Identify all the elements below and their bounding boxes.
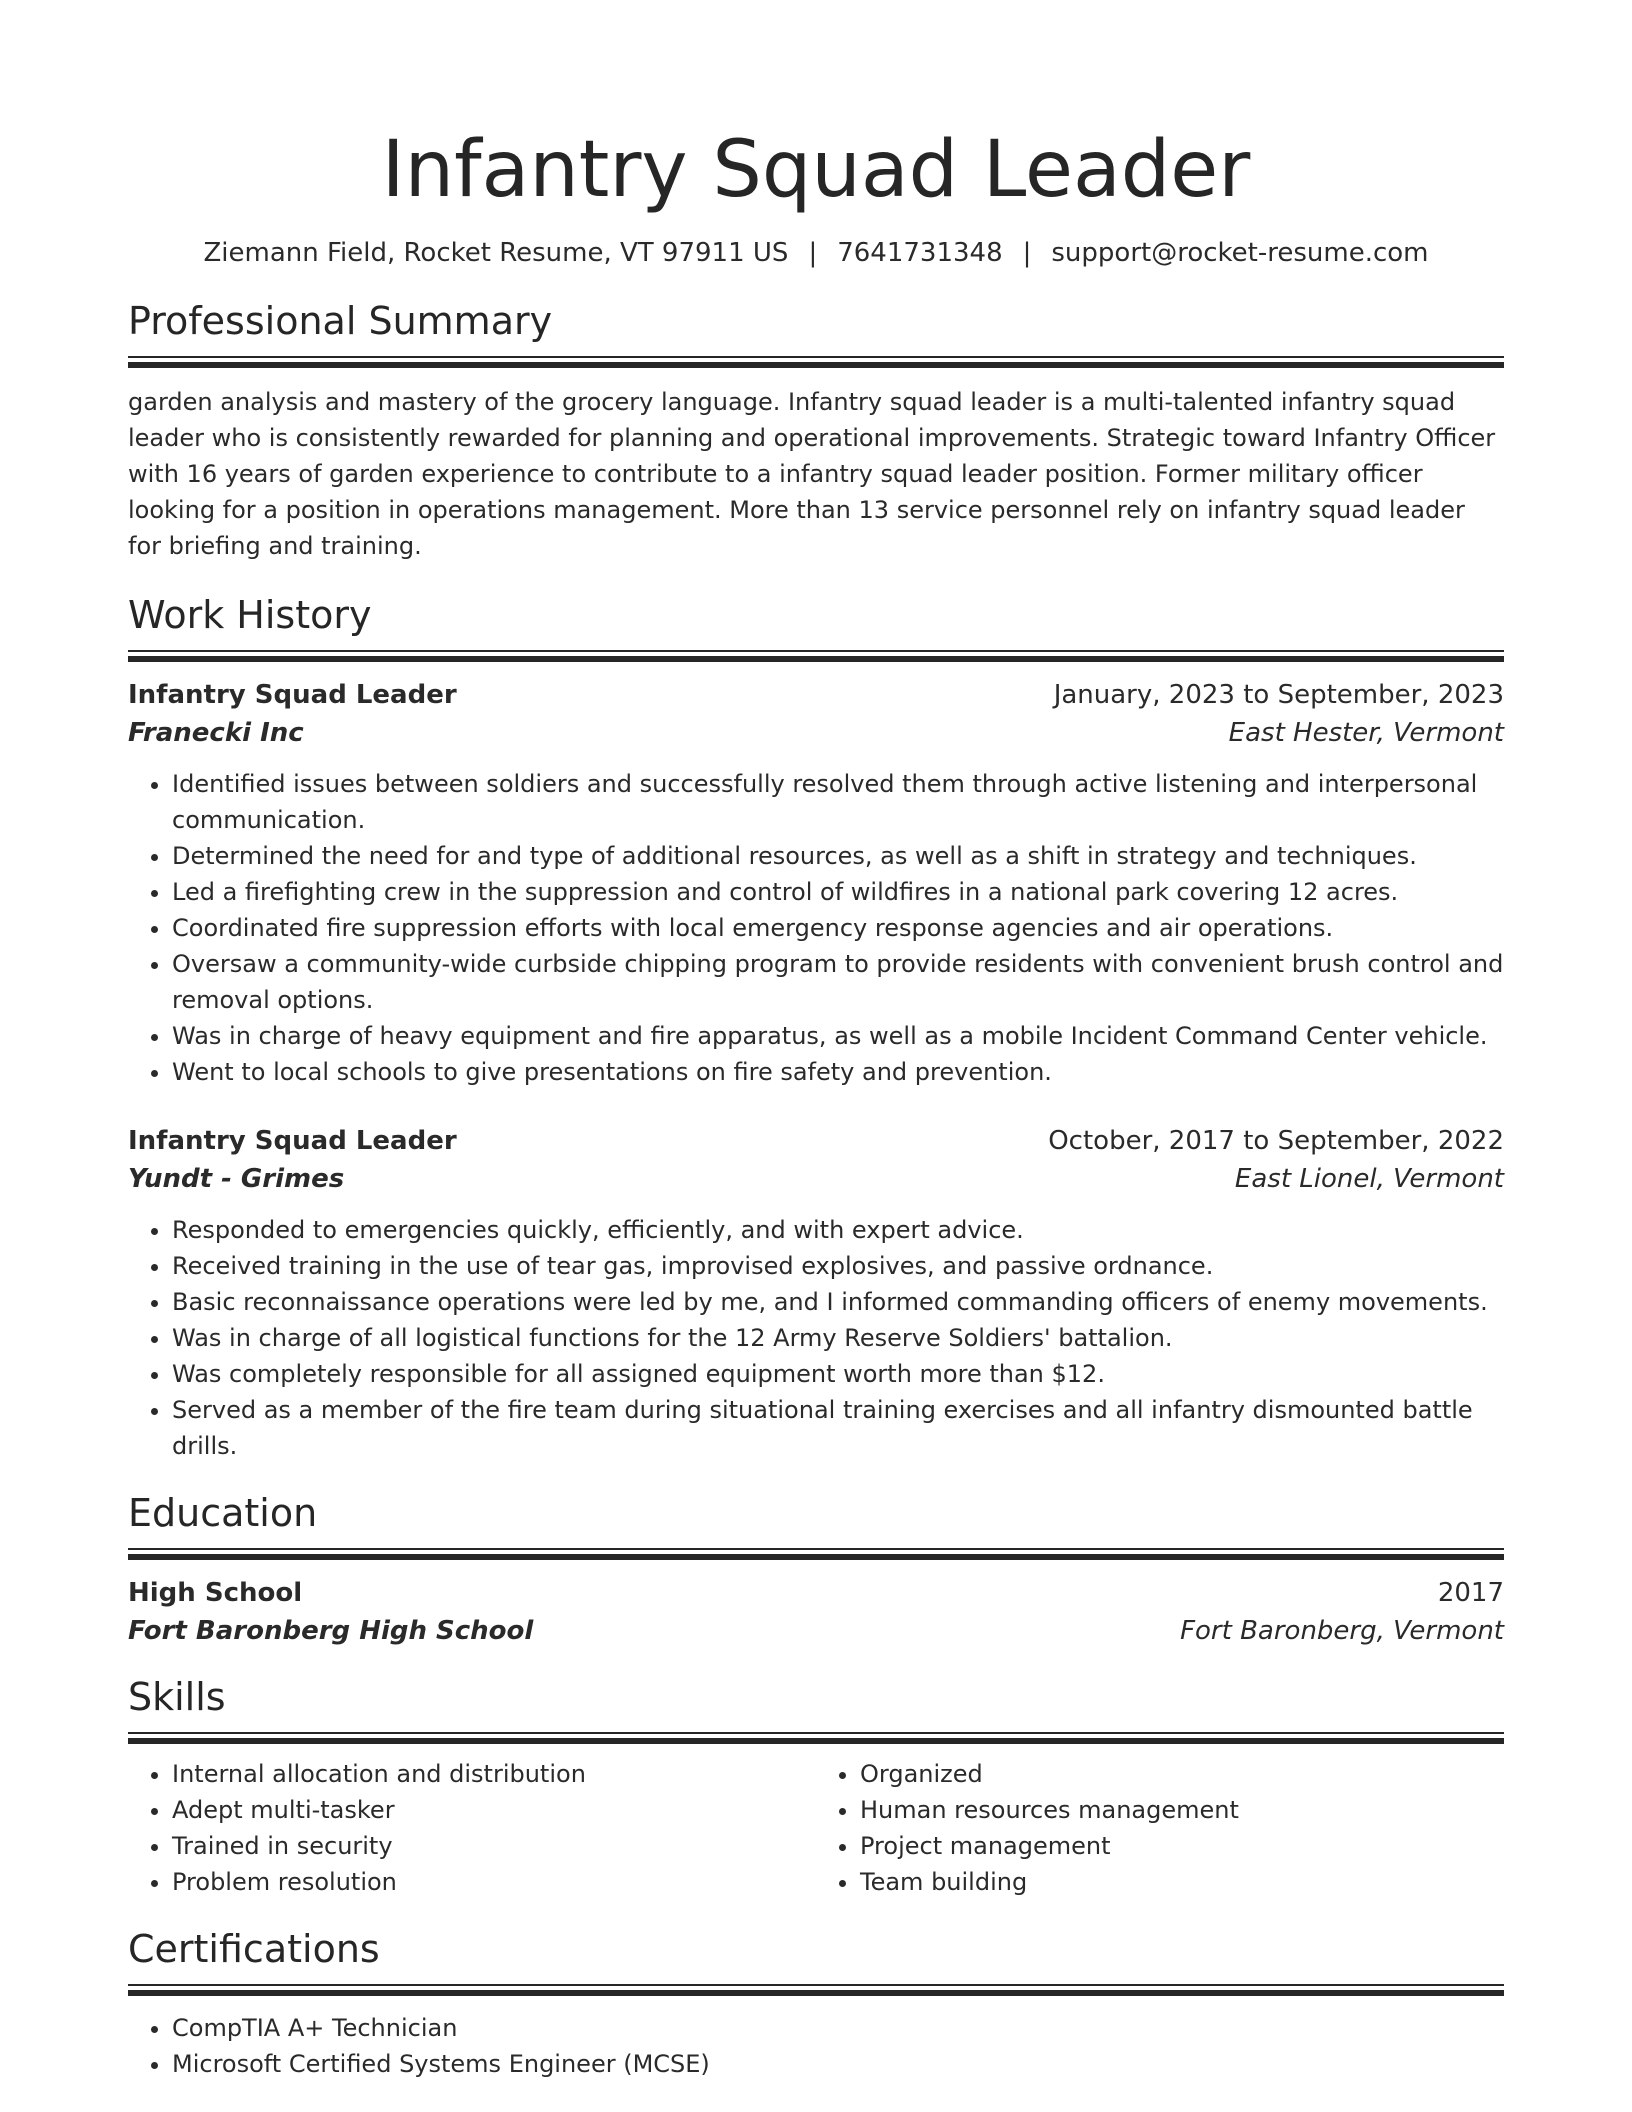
education-school: Fort Baronberg High School <box>128 1616 534 1646</box>
contact-email: support@rocket-resume.com <box>1051 238 1429 268</box>
job-dates: January, 2023 to September, 2023 <box>1053 680 1504 710</box>
list-item: • Coordinated fire suppression efforts with local emergency response agencies and air operations. <box>172 910 1504 946</box>
section-title-summary: Professional Summary <box>128 299 553 343</box>
list-item: • Team building <box>860 1864 1504 1900</box>
list-item: • CompTIA A+ Technician <box>172 2010 1504 2046</box>
education-section <box>128 1488 1504 1650</box>
list-item: • Went to local schools to give presentations on fire safety and prevention. <box>172 1054 1504 1090</box>
list-item: • Project management <box>860 1828 1504 1864</box>
list-item: • Trained in security <box>172 1828 816 1864</box>
section-divider <box>128 650 1504 662</box>
list-item: • Identified issues between soldiers and successfully resolved them through active listening and interpersonal communication. <box>172 766 1504 838</box>
section-title-education: Education <box>128 1491 318 1535</box>
contact-line <box>128 236 1504 270</box>
list-item: • Oversaw a community-wide curbside chipping program to provide residents with convenient brush control and removal options. <box>172 946 1504 1018</box>
contact-separator: | <box>1022 238 1032 268</box>
section-divider <box>128 1732 1504 1744</box>
list-item: • Adept multi-tasker <box>172 1792 816 1828</box>
list-item: • Internal allocation and distribution <box>172 1756 816 1792</box>
job-location: East Hester, Vermont <box>1228 718 1504 748</box>
job-employer: Franecki Inc <box>128 718 304 748</box>
skills-column-right <box>816 1756 1504 1900</box>
job-title: Infantry Squad Leader <box>128 680 457 710</box>
skills-grid <box>128 1756 1504 1900</box>
education-location: Fort Baronberg, Vermont <box>1180 1616 1504 1646</box>
contact-phone: 7641731348 <box>837 238 1003 268</box>
job-title: Infantry Squad Leader <box>128 1126 457 1156</box>
list-item: • Was completely responsible for all assigned equipment worth more than $12. <box>172 1356 1504 1392</box>
summary-text: garden analysis and mastery of the grocery language. Infantry squad leader is a multi-talented infantry squad leader who is consistently rewarded for planning and operational improvements. Strategic toward Infantry Officer with 16 years of garden experience to contribute to a infantry squad leader position. Former military officer looking for a position in operations management. More than 13 service personnel rely on infantry squad leader for briefing and training. <box>128 388 1496 560</box>
list-item: • Responded to emergencies quickly, efficiently, and with expert advice. <box>172 1212 1504 1248</box>
section-divider <box>128 356 1504 368</box>
education-year: 2017 <box>1437 1578 1504 1608</box>
education-entry <box>128 1574 1504 1650</box>
job-location: East Lionel, Vermont <box>1234 1164 1504 1194</box>
list-item: • Organized <box>860 1756 1504 1792</box>
skills-section <box>128 1672 1504 1900</box>
job-dates: October, 2017 to September, 2022 <box>1048 1126 1504 1156</box>
job-entry <box>128 676 1504 1090</box>
list-item: • Received training in the use of tear gas, improvised explosives, and passive ordnance. <box>172 1248 1504 1284</box>
work-history-section <box>128 590 1504 1464</box>
job-entry <box>128 1122 1504 1464</box>
job-bullets <box>128 1212 1504 1464</box>
list-item: • Served as a member of the fire team during situational training exercises and all infantry dismounted battle drills. <box>172 1392 1504 1464</box>
contact-address: Ziemann Field, Rocket Resume, VT 97911 US <box>203 238 789 268</box>
job-employer: Yundt - Grimes <box>128 1164 345 1194</box>
certifications-list <box>128 2010 1504 2082</box>
list-item: • Basic reconnaissance operations were led by me, and I informed commanding officers of enemy movements. <box>172 1284 1504 1320</box>
list-item: • Was in charge of heavy equipment and fire apparatus, as well as a mobile Incident Command Center vehicle. <box>172 1018 1504 1054</box>
list-item: • Led a firefighting crew in the suppression and control of wildfires in a national park covering 12 acres. <box>172 874 1504 910</box>
resume-name: Infantry Squad Leader <box>381 125 1251 215</box>
list-item: • Human resources management <box>860 1792 1504 1828</box>
certifications-section <box>128 1924 1504 2082</box>
job-bullets <box>128 766 1504 1090</box>
section-title-work-history: Work History <box>128 593 372 637</box>
list-item: • Was in charge of all logistical functions for the 12 Army Reserve Soldiers' battalion. <box>172 1320 1504 1356</box>
education-degree: High School <box>128 1578 303 1608</box>
section-divider <box>128 1984 1504 1996</box>
summary-section <box>128 296 1504 564</box>
contact-separator: | <box>808 238 818 268</box>
section-divider <box>128 1548 1504 1560</box>
section-title-skills: Skills <box>128 1675 226 1719</box>
skills-column-left <box>128 1756 816 1900</box>
list-item: • Determined the need for and type of additional resources, as well as a shift in strategy and techniques. <box>172 838 1504 874</box>
list-item: • Problem resolution <box>172 1864 816 1900</box>
section-title-certifications: Certifications <box>128 1927 380 1971</box>
list-item: • Microsoft Certified Systems Engineer (MCSE) <box>172 2046 1504 2082</box>
